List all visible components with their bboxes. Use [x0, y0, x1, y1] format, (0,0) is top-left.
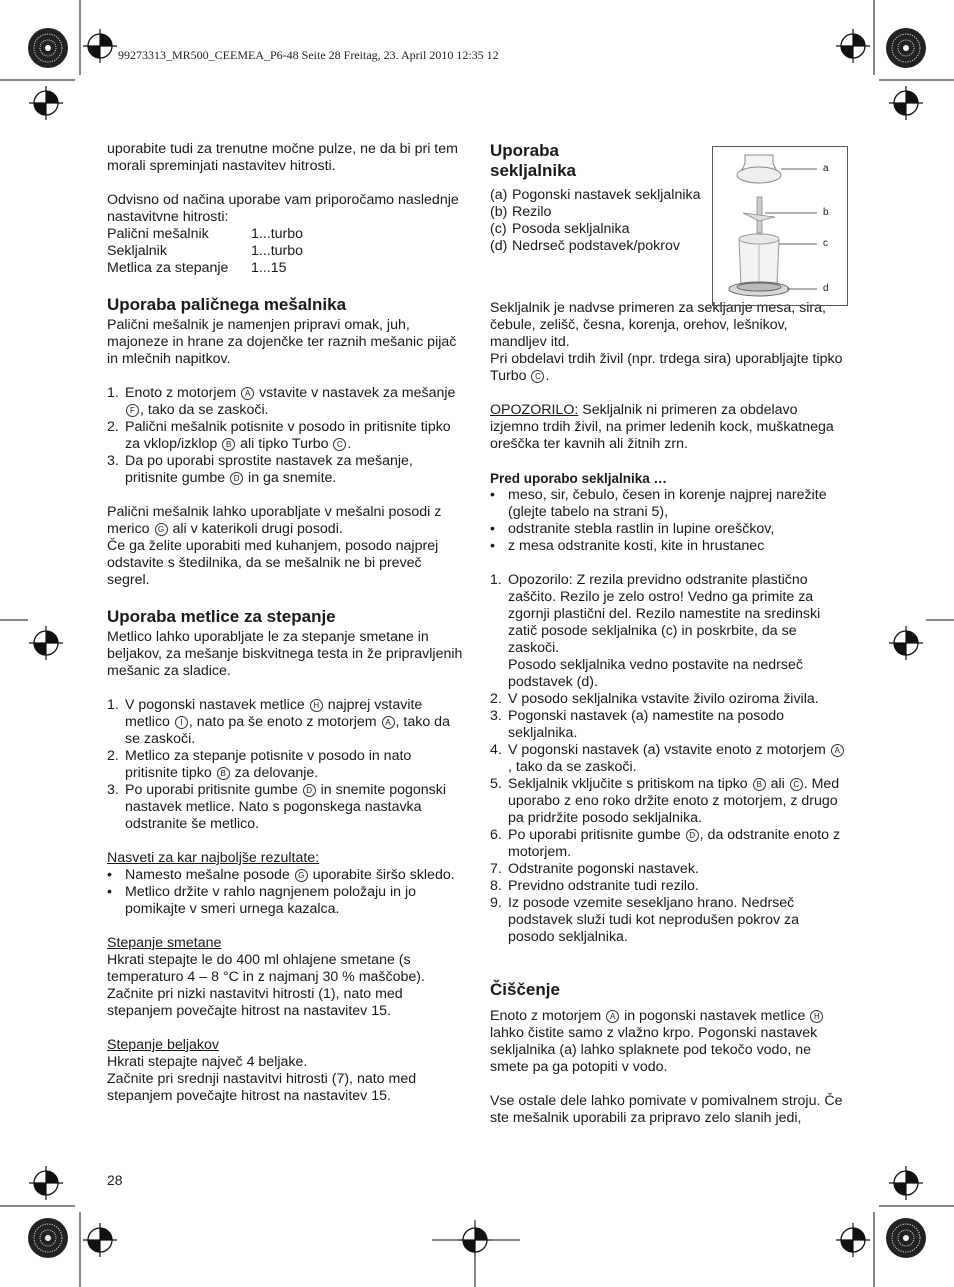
item-number: 2. [107, 748, 119, 764]
cleaning-paragraph-2: Vse ostale dele lahko pomivate v pomivalnem stroju. Če ste mešalnik uporabili za pripravo zelo slanih jedi, [490, 1093, 843, 1126]
item-text [125, 867, 463, 884]
whisk-intro: Metlico lahko uporabljate le za stepanje smetane in beljakov, za mešanje biskvitnega testa in že pripravljenih mešanic za sladice. [107, 629, 463, 679]
reference-letter: C [531, 370, 544, 383]
item-number: 2. [107, 419, 119, 435]
item-text [125, 419, 463, 453]
part-key: (a) [490, 187, 508, 203]
text-run: najprej vstavite metlico [125, 697, 423, 730]
bullet-icon: • [490, 521, 495, 537]
item-text [508, 487, 848, 521]
before-use-list [490, 487, 848, 555]
item-text [125, 385, 463, 419]
part-text: Pogonski nastavek sekljalnika [512, 187, 701, 203]
list-item [490, 572, 848, 691]
part-text: Posoda sekljalnika [512, 221, 630, 237]
reference-letter: G [295, 869, 308, 882]
intro-paragraph-2: Odvisno od načina uporabe vam priporočamo naslednje nastavitvne hitrosti: [107, 192, 459, 225]
text-run: vstavite v nastavek za mešanje [255, 385, 456, 401]
list-item [107, 453, 463, 487]
item-number: 5. [490, 776, 502, 792]
part-item [490, 221, 705, 238]
item-number: 2. [490, 691, 502, 707]
cleaning-paragraph-1 [490, 1008, 848, 1076]
reference-letter: C [333, 438, 346, 451]
part-item [490, 187, 705, 204]
part-text: Rezilo [512, 204, 552, 220]
speed-value: 1...turbo [251, 243, 304, 259]
text-run: , tako da se zaskoči. [125, 714, 450, 747]
reference-letter: D [686, 829, 699, 842]
bullet-item [490, 538, 848, 555]
text-run: Enoto z motorjem [490, 1008, 606, 1024]
bullet-item [490, 521, 848, 538]
bullet-item [490, 487, 848, 521]
text-run: Palični mešalnik lahko uporabljate v mešalni posodi z merico [107, 504, 442, 537]
text-run: Previdno odstranite tudi rezilo. [508, 878, 699, 894]
reference-letter: H [310, 699, 323, 712]
reference-letter: C [790, 778, 803, 791]
text-run: . [545, 368, 550, 384]
section-heading-blender: Uporaba paličnega mešalnika [107, 295, 347, 314]
text-run: Metlico držite v rahlo nagnjenem položaju in jo pomikajte v smeri urnega kazalca. [125, 884, 417, 917]
item-number: 1. [107, 697, 119, 713]
text-run: Pri obdelavi trdih živil (npr. trdega sira) uporabljajte tipko Turbo [490, 351, 843, 384]
reference-letter: B [753, 778, 766, 791]
speed-value: 1...turbo [251, 226, 304, 242]
section-heading-chopper: Uporaba sekljalnika [490, 141, 577, 180]
blender-paragraph-3: Če ga želite uporabiti med kuhanjem, posodo najprej odstavite s štedilnika, da se mešalnik ne bi preveč segrel. [107, 538, 439, 588]
cream-text: Hkrati stepajte le do 400 ml ohlajene smetane (s temperaturo 4 – 8 °C in z najmanj 30 % maščobe). Začnite pri nizki nastavitvi hitrosti (1), nato med stepanjem povečajte hitrost na nastavitev 15. [107, 952, 425, 1019]
warning-paragraph [490, 402, 848, 453]
item-number: 8. [490, 878, 502, 894]
part-key: (c) [490, 221, 507, 237]
chopper-paragraph-1: Sekljalnik je nadvse primeren za sekljanje mesa, sira, čebule, zelišč, česna, korenja, orehov, lešnikov, mandljev itd. [490, 300, 826, 350]
list-item [107, 697, 463, 748]
item-number: 7. [490, 861, 502, 877]
text-run: Opozorilo: Z rezila previdno odstranite plastično zaščito. Rezilo je zelo ostro! Vedno ga primite za zgornji plastični del. Rezilo namestite na sredinski zatič posode sekljalnika (c) in poskrbite, da se zaskoči. [508, 572, 821, 656]
bullet-icon: • [107, 867, 112, 883]
blender-steps-list [107, 385, 463, 487]
reference-letter: B [217, 767, 230, 780]
item-text [508, 895, 848, 946]
item-number: 1. [490, 572, 502, 588]
text-run: meso, sir, čebulo, česen in korenje najprej narežite (glejte tabelo na strani 5), [508, 487, 827, 520]
egg-text-1: Hkrati stepajte največ 4 beljake. [107, 1054, 308, 1070]
section-heading-whisk: Uporaba metlice za stepanje [107, 607, 336, 626]
text-run: V pogonski nastavek (a) vstavite enoto z motorjem [508, 742, 830, 758]
item-text [508, 878, 848, 895]
speed-value: 1...15 [251, 260, 287, 276]
figure-label-a: a [823, 163, 829, 174]
item-text [508, 776, 848, 827]
warning-text: Sekljalnik ni primeren za obdelavo izjemno trdih živil, na primer ledenih kock, muškatnega oreščka ter kavnih ali žitnih zrn. [490, 402, 834, 452]
chopper-parts-list [490, 187, 705, 255]
text-run: uporabite širšo skledo. [308, 867, 455, 883]
item-text [508, 538, 848, 555]
text-run: Po uporabi pritisnite gumbe [508, 827, 685, 843]
item-text [125, 453, 463, 487]
part-text: Nedrseč podstavek/pokrov [512, 238, 680, 254]
item-extra-text: Posodo sekljalnika vedno postavite na nedrseč podstavek (d). [508, 657, 803, 690]
reference-letter: I [175, 716, 188, 729]
text-run: in pogonski nastavek metlice [620, 1008, 810, 1024]
text-run: ali tipko Turbo [236, 436, 333, 452]
text-run: z mesa odstranite kosti, kite in hrustanec [508, 538, 765, 554]
tips-list [107, 867, 463, 918]
text-run: Namesto mešalne posode [125, 867, 294, 883]
item-text [508, 691, 848, 708]
print-header: 99273313_MR500_CEEMEA_P6-48 Seite 28 Freitag, 23. April 2010 12:35 12 [118, 48, 499, 62]
egg-title: Stepanje beljakov [107, 1037, 220, 1053]
text-run: V posodo sekljalnika vstavite živilo oziroma živila. [508, 691, 819, 707]
cream-title: Stepanje smetane [107, 935, 222, 951]
item-number: 9. [490, 895, 502, 911]
reference-letter: G [155, 523, 168, 536]
part-item [490, 238, 705, 255]
text-run: ali v katerikoli drugi posodi. [168, 521, 343, 537]
part-key: (b) [490, 204, 508, 220]
reference-letter: D [303, 784, 316, 797]
reference-letter: D [230, 472, 243, 485]
reference-letter: A [382, 716, 395, 729]
item-number: 4. [490, 742, 502, 758]
item-text [508, 572, 848, 691]
part-key: (d) [490, 238, 508, 254]
text-run: V pogonski nastavek metlice [125, 697, 309, 713]
text-run: , nato pa še enoto z motorjem [188, 714, 381, 730]
reference-letter: B [222, 438, 235, 451]
list-item [107, 419, 463, 453]
bullet-icon: • [107, 884, 112, 900]
text-run: in snemite pogonski nastavek metlice. Nato s pogonskega nastavka odstranite še metlico. [125, 782, 447, 832]
figure-label-b: b [823, 207, 829, 218]
list-item [107, 782, 463, 833]
bullet-item [107, 884, 463, 918]
text-run: Sekljalnik vključite s pritiskom na tipko [508, 776, 752, 792]
text-run: , tako da se zaskoči. [508, 759, 637, 775]
left-column [107, 141, 463, 1105]
text-run: Pogonski nastavek (a) namestite na posodo sekljalnika. [508, 708, 785, 741]
speed-name: Palični mešalnik [107, 226, 209, 242]
item-number: 3. [107, 453, 119, 469]
text-run: . Med uporabo z eno roko držite enoto z motorjem, z drugo pa pridržite posodo sekljalnika. [508, 776, 840, 826]
speed-name: Metlica za stepanje [107, 260, 229, 276]
figure-label-d: d [823, 283, 829, 294]
part-item [490, 204, 705, 221]
text-run: Metlico za stepanje potisnite v posodo in nato pritisnite tipko [125, 748, 412, 781]
item-text [125, 748, 463, 782]
before-use-title: Pred uporabo sekljalnika … [490, 471, 668, 486]
text-run: za delovanje. [230, 765, 319, 781]
text-run: odstranite stebla rastlin in lupine oreščkov, [508, 521, 775, 537]
reference-letter: A [831, 744, 844, 757]
chopper-illustration [712, 146, 848, 306]
blender-intro: Palični mešalnik je namenjen pripravi omak, juh, majoneze in hrane za dojenčke ter raznih mešanic pijač in mlečnih napitkov. [107, 317, 457, 367]
page-number: 28 [107, 1172, 123, 1188]
bullet-icon: • [490, 487, 495, 503]
bullet-icon: • [490, 538, 495, 554]
text-run: Po uporabi pritisnite gumbe [125, 782, 302, 798]
list-item [490, 742, 848, 776]
item-number: 3. [107, 782, 119, 798]
intro-paragraph-1: uporabite tudi za trenutne močne pulze, ne da bi pri tem morali spreminjati nastavitev hitrosti. [107, 141, 458, 174]
item-text [508, 521, 848, 538]
item-text [508, 742, 848, 776]
text-run: ali [766, 776, 789, 792]
reference-letter: F [126, 404, 139, 417]
list-item [107, 748, 463, 782]
text-run: lahko čistite samo z vlažno krpo. Pogonski nastavek sekljalnika (a) lahko splaknete pod tekočo vodo, ne smete pa ga potopiti v vodo. [490, 1025, 818, 1075]
speed-name: Sekljalnik [107, 243, 167, 259]
text-run: . [347, 436, 352, 452]
item-number: 3. [490, 708, 502, 724]
list-item [490, 776, 848, 827]
list-item [107, 385, 463, 419]
tips-title: Nasveti za kar najboljše rezultate: [107, 850, 320, 866]
item-text [508, 827, 848, 861]
list-item [490, 827, 848, 861]
text-run: in ga snemite. [244, 470, 337, 486]
reference-letter: A [606, 1010, 619, 1023]
chopper-paragraph-2 [490, 351, 848, 385]
text-run: Enoto z motorjem [125, 385, 241, 401]
item-text [508, 861, 848, 878]
chopper-steps-list [490, 572, 848, 946]
reference-letter: H [810, 1010, 823, 1023]
egg-text-2: Začnite pri srednji nastavitvi hitrosti (7), nato med stepanjem povečajte hitrost na nastavitev 15. [107, 1071, 417, 1104]
list-item [490, 878, 848, 895]
text-run: Odstranite pogonski nastavek. [508, 861, 699, 877]
list-item [490, 708, 848, 742]
blender-paragraph-2 [107, 504, 463, 538]
item-number: 1. [107, 385, 119, 401]
text-run: Palični mešalnik potisnite v posodo in pritisnite tipko za vklop/izklop [125, 419, 451, 452]
item-text [125, 782, 463, 833]
item-text [508, 708, 848, 742]
item-number: 6. [490, 827, 502, 843]
list-item [490, 691, 848, 708]
section-heading-cleaning: Čiščenje [490, 980, 560, 999]
text-run: , tako da se zaskoči. [140, 402, 269, 418]
item-text [125, 884, 463, 918]
text-run: Da po uporabi sprostite nastavek za mešanje, pritisnite gumbe [125, 453, 413, 486]
item-text [125, 697, 463, 748]
list-item [490, 895, 848, 946]
warning-label: OPOZORILO: [490, 402, 579, 418]
bullet-item [107, 867, 463, 884]
text-run: Iz posode vzemite sesekljano hrano. Nedrseč podstavek služi tudi kot neprodušen pokrov za posodo sekljalnika. [508, 895, 800, 945]
figure-label-c: c [823, 238, 828, 249]
whisk-steps-list [107, 697, 463, 833]
text-run: , da odstranite enoto z motorjem. [508, 827, 841, 860]
speed-table [107, 226, 463, 277]
reference-letter: A [241, 387, 254, 400]
list-item [490, 861, 848, 878]
